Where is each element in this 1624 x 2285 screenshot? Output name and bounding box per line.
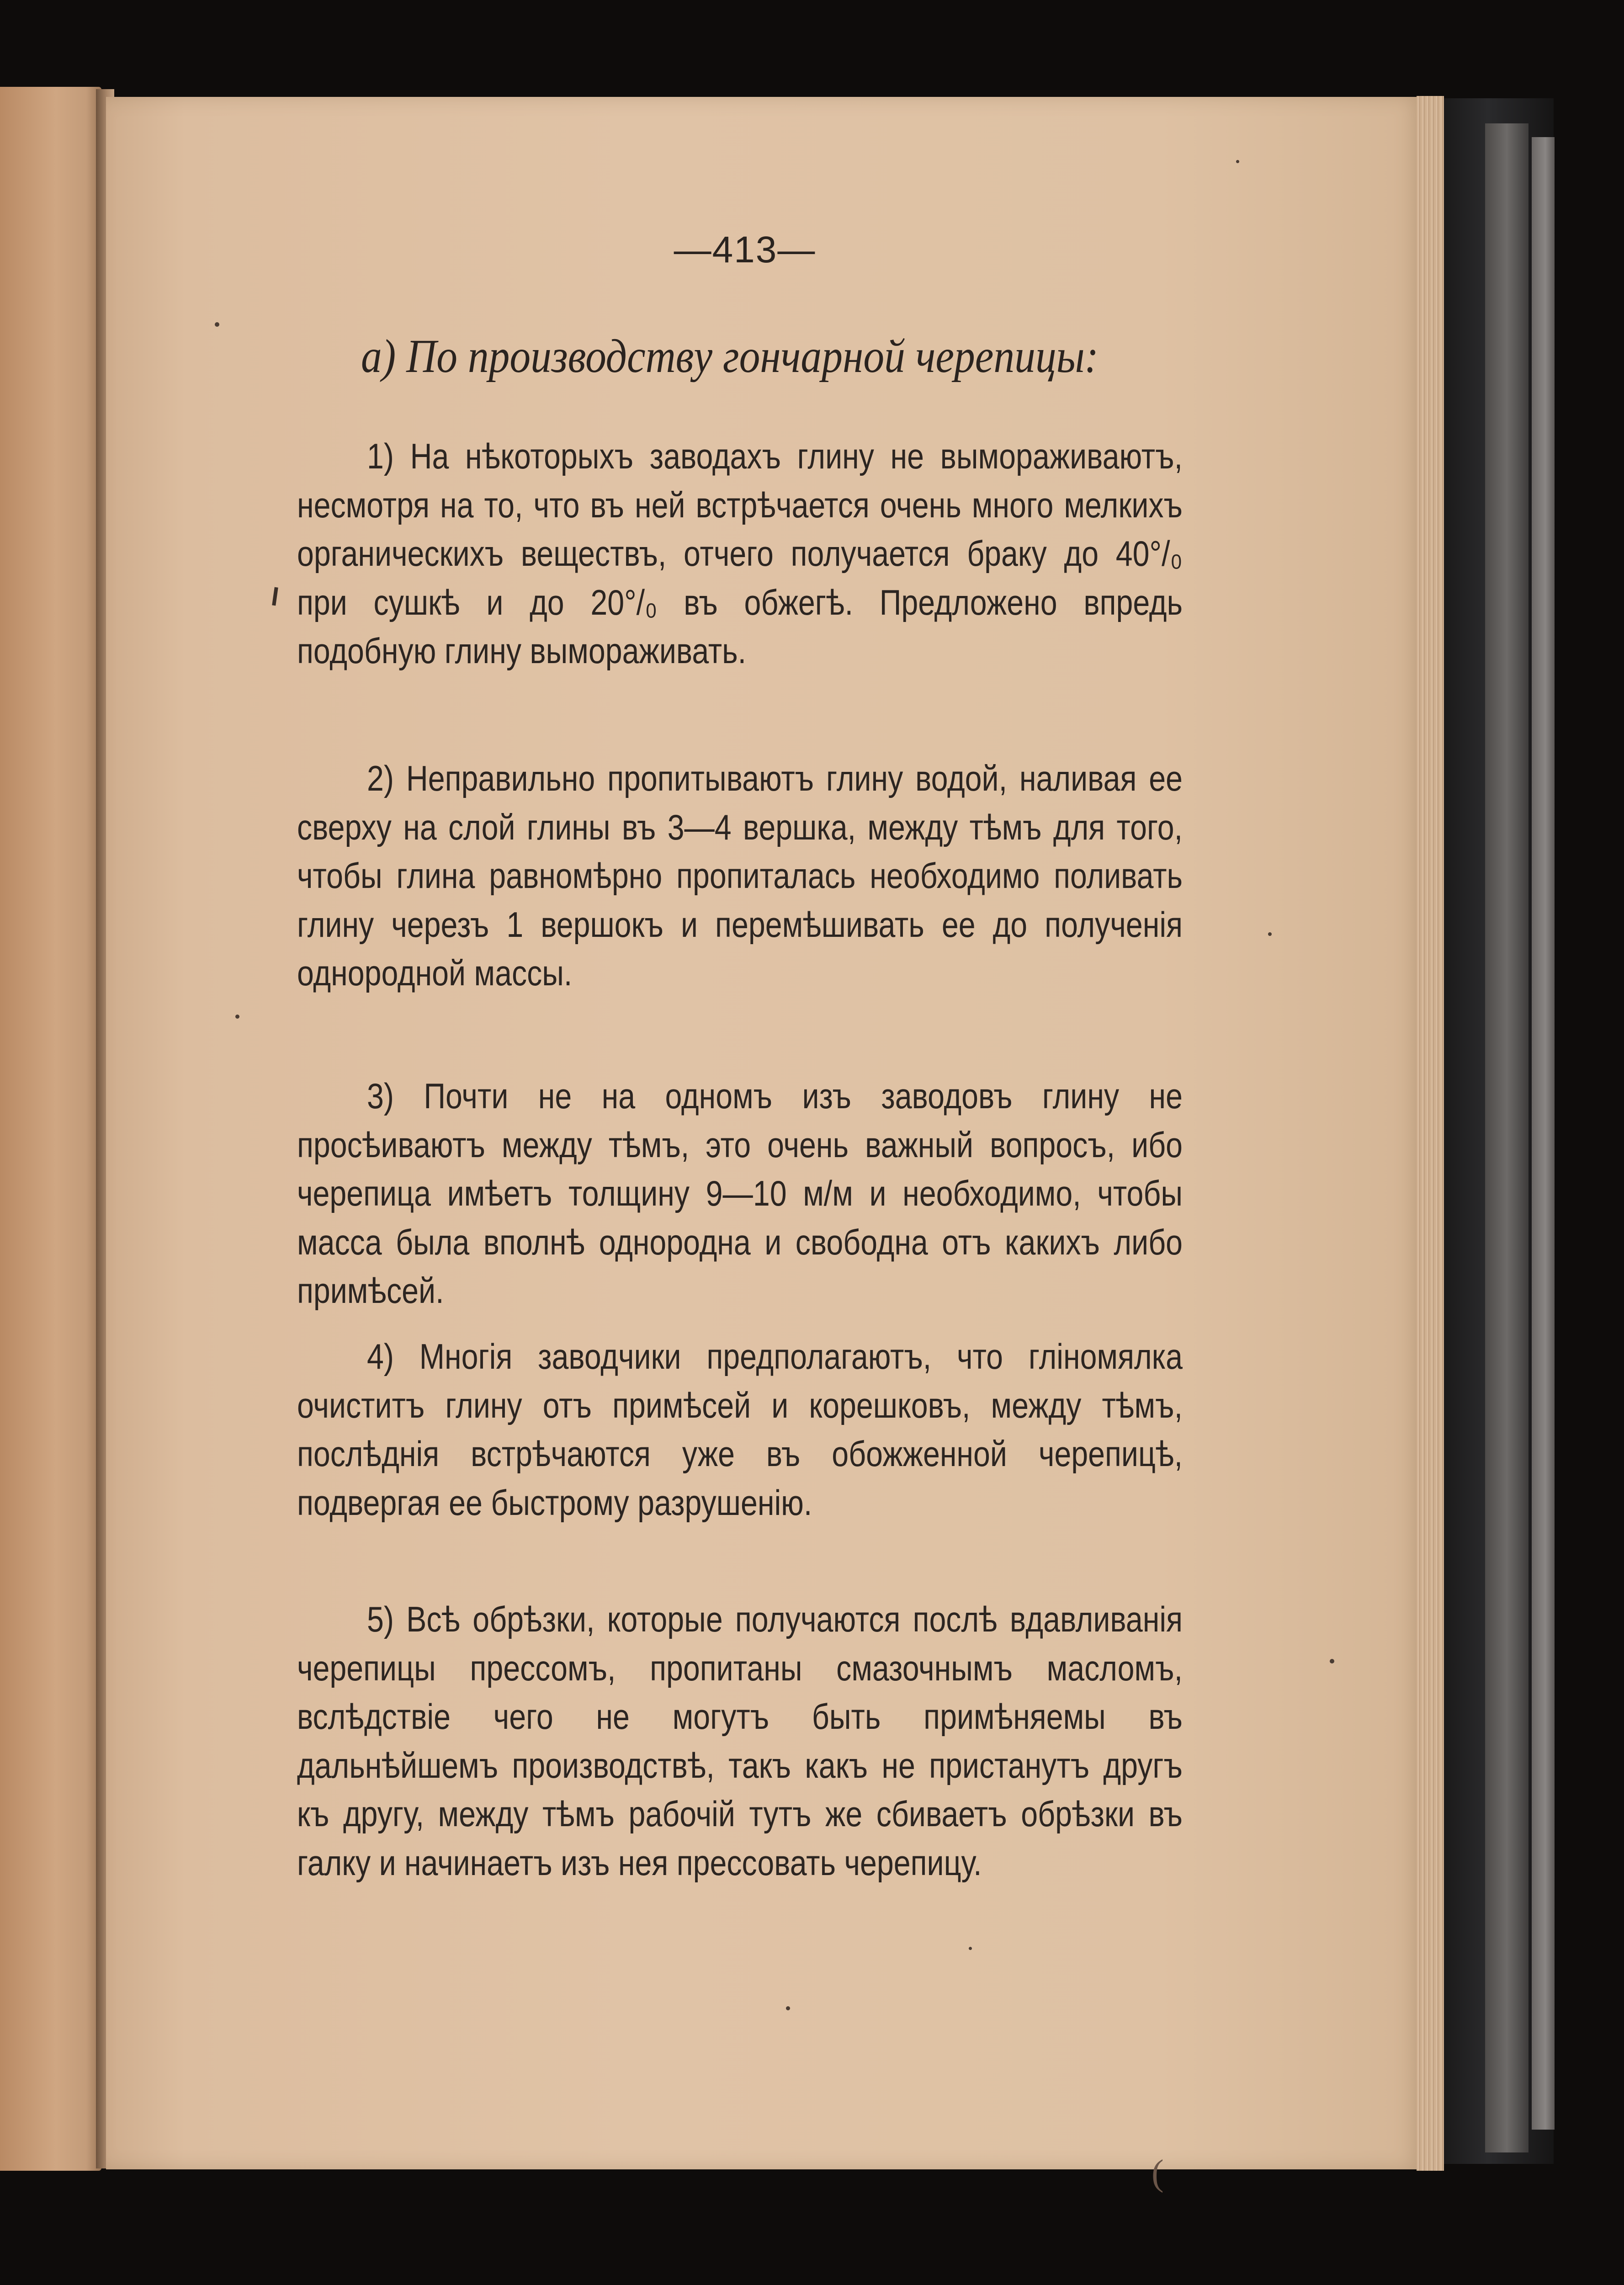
paragraph-1-text: 1) На нѣкоторыхъ заводахъ глину не вымораживаютъ, несмотря на то, что въ ней встрѣчается очень много мелкихъ органическихъ веществъ, отчего получается браку до 40°/₀ при сушкѣ и до 20°/₀ въ обжегѣ. Предложено впредь подобную глину вымораживать. (297, 436, 1183, 671)
paragraph-1 (297, 432, 1183, 675)
margin-scribble: ( (1152, 2153, 1164, 2193)
paper-speck (1330, 1659, 1334, 1663)
paragraph-4 (297, 1332, 1183, 1527)
paragraph-3 (297, 1072, 1183, 1315)
paragraph-2-text: 2) Неправильно пропитываютъ глину водой, наливая ее сверху на слой глины въ 3—4 вершка, между тѣмъ для того, чтобы глина равномѣрно пропиталась необходимо поливать глину черезъ 1 вершокъ и перемѣшивать ее до полученія однородной массы. (297, 758, 1183, 993)
paragraph-3-text: 3) Почти не на одномъ изъ заводовъ глину не просѣиваютъ между тѣмъ, это очень важный вопросъ, ибо черепица имѣетъ толщину 9—10 м/м и необходимо, чтобы масса была вполнѣ однородна и свободна отъ какихъ либо примѣсей. (297, 1076, 1183, 1311)
paragraph-5 (297, 1595, 1183, 1887)
page-number: —413— (674, 229, 816, 271)
page-stack-edges (1417, 96, 1444, 2171)
paragraph-2 (297, 754, 1183, 998)
paper-speck (786, 2006, 790, 2010)
section-heading: а) По производству гончарной черепицы: (361, 330, 1099, 383)
cover-board-edge (1485, 123, 1528, 2152)
paper-speck (969, 1947, 972, 1950)
paper-speck (1236, 160, 1239, 163)
paper-speck (1268, 932, 1272, 936)
paper-speck (215, 322, 219, 327)
left-page-edge (0, 87, 101, 2171)
cover-board-edge-outer (1532, 137, 1555, 2130)
paper-speck (235, 1015, 239, 1019)
paragraph-4-text: 4) Многія заводчики предполагаютъ, что гліномялка очиститъ глину отъ примѣсей и корешковъ, между тѣмъ, послѣднія встрѣчаются уже въ обожженной черепицѣ, подвергая ее быстрому разрушенію. (297, 1336, 1183, 1523)
paragraph-5-text: 5) Всѣ обрѣзки, которые получаются послѣ вдавливанія черепицы прессомъ, пропитаны смазочнымъ масломъ, вслѣдствіе чего не могутъ быть примѣняемы въ дальнѣйшемъ производствѣ, такъ какъ не пристанутъ другъ къ другу, между тѣмъ рабочій тутъ же сбиваетъ обрѣзки въ галку и начинаетъ изъ нея прессовать черепицу. (297, 1599, 1183, 1883)
